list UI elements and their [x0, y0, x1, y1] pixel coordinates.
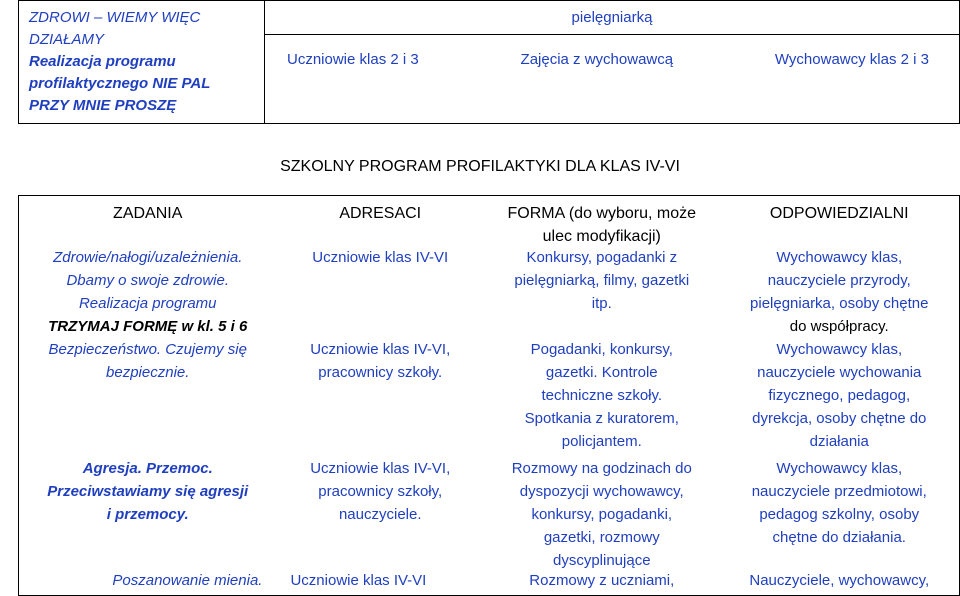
task-title-line: ZDROWI – WIEMY WIĘC [29, 9, 201, 26]
form-line: konkursy, pogadanki, [531, 506, 673, 523]
responsible-cell [720, 457, 959, 569]
addressees-cell [276, 457, 484, 569]
responsible-line: działania [809, 433, 869, 450]
top-row1-right-cell [265, 1, 960, 35]
task-line: Agresja. Przemoc. [82, 460, 213, 477]
form-line: Rozmowy na godzinach do [511, 460, 692, 477]
addressees-cell [276, 569, 484, 595]
top-row2-right-cell [265, 35, 960, 124]
task-cell [19, 569, 276, 595]
responsible-line: pielęgniarka, osoby chętne [750, 295, 929, 312]
table-row [19, 569, 959, 595]
header-forma [484, 196, 720, 246]
table-row [19, 338, 959, 453]
addressees-line: Uczniowie klas IV-VI [290, 572, 427, 589]
header-forma-line: FORMA (do wyboru, może [507, 205, 697, 222]
form-text: Zajęcia z wychowawcą [520, 51, 674, 68]
task-program-line: Realizacja programu [29, 53, 176, 70]
task-line: Dbamy o swoje zdrowie. [66, 272, 229, 289]
form-cell [484, 338, 720, 453]
task-cell [19, 246, 276, 338]
form-cell [484, 457, 720, 569]
responsible-cell [720, 246, 959, 338]
task-cell [19, 338, 276, 453]
header-zadania: ZADANIA [113, 205, 183, 222]
program-table [18, 195, 960, 596]
addressees-line: pracownicy szkoły. [318, 364, 443, 381]
responsible-line: nauczyciele przedmiotowi, [751, 483, 927, 500]
addressees-line: nauczyciele. [338, 506, 422, 523]
responsible-line: Wychowawcy klas, [776, 249, 903, 266]
addressees-cell [276, 246, 484, 338]
responsible-line: pedagog szkolny, osoby [759, 506, 920, 523]
responsible-line: fizycznego, pedagog, [768, 387, 911, 404]
responsible-line: nauczyciele wychowania [757, 364, 922, 381]
task-program-line: profilaktycznego NIE PAL [29, 75, 211, 92]
form-line: itp. [591, 295, 612, 312]
responsible-line: dyrekcja, osoby chętne do [752, 410, 927, 427]
responsible-line: Wychowawcy klas, [776, 460, 903, 477]
top-left-task-cell [19, 1, 265, 124]
form-cell [484, 569, 719, 595]
form-line: Rozmowy z uczniami, [529, 572, 675, 589]
responsible-line: Wychowawcy klas, [776, 341, 903, 358]
form-line: gazetki, rozmowy [543, 529, 660, 546]
task-program-line: PRZY MNIE PROSZĘ [29, 97, 177, 114]
page-title: SZKOLNY PROGRAM PROFILAKTYKI DLA KLAS IV-VI [280, 158, 680, 175]
task-line: Przeciwstawiamy się agresji [47, 483, 249, 500]
form-line: Konkursy, pogadanki z [526, 249, 678, 266]
task-line: Zdrowie/nałogi/uzależnienia. [53, 249, 243, 266]
header-forma-line: ulec modyfikacji) [542, 228, 661, 245]
task-cell [19, 457, 276, 569]
addressees-text: Uczniowie klas 2 i 3 [287, 51, 419, 68]
header-odpowiedzialni: ODPOWIEDZIALNI [769, 205, 909, 222]
responsible-line: do współpracy. [789, 318, 889, 335]
form-line: Spotkania z kuratorem, [524, 410, 679, 427]
responsible-line: nauczyciele przyrody, [767, 272, 911, 289]
responsible-line: chętne do działania. [772, 529, 906, 546]
form-line: policjantem. [561, 433, 642, 450]
header-adresaci: ADRESACI [339, 205, 422, 222]
form-line: pielęgniarką, filmy, gazetki [514, 272, 690, 289]
addressees-line: Uczniowie klas IV-VI [312, 249, 449, 266]
form-line: dyscyplinujące [552, 552, 651, 569]
form-line: Pogadanki, konkursy, [530, 341, 673, 358]
addressees-cell [276, 338, 484, 453]
task-title-line: DZIAŁAMY [29, 31, 105, 48]
task-line: i przemocy. [106, 506, 189, 523]
table-row [19, 246, 959, 338]
responsible-cell [720, 338, 959, 453]
task-line: bezpiecznie. [106, 364, 190, 381]
form-cell [484, 246, 720, 338]
task-line: Poszanowanie mienia. [112, 572, 263, 589]
task-line: TRZYMAJ FORMĘ w kl. 5 i 6 [48, 318, 248, 335]
task-line: Bezpieczeństwo. Czujemy się [48, 341, 247, 358]
table-header-row [19, 196, 959, 246]
form-line: dyspozycji wychowawcy, [519, 483, 684, 500]
responsible-cell [720, 569, 959, 595]
addressees-line: Uczniowie klas IV-VI, [310, 341, 451, 358]
pielegniarka-text: pielęgniarką [571, 9, 653, 26]
form-line: techniczne szkoły. [541, 387, 663, 404]
form-line: gazetki. Kontrole [545, 364, 658, 381]
table-row [19, 453, 959, 569]
responsible-text: Wychowawcy klas 2 i 3 [774, 51, 929, 68]
continuation-table [18, 0, 960, 124]
task-line: Realizacja programu [78, 295, 217, 312]
responsible-line: Nauczyciele, wychowawcy, [749, 572, 930, 589]
addressees-line: pracownicy szkoły, [318, 483, 443, 500]
addressees-line: Uczniowie klas IV-VI, [310, 460, 451, 477]
